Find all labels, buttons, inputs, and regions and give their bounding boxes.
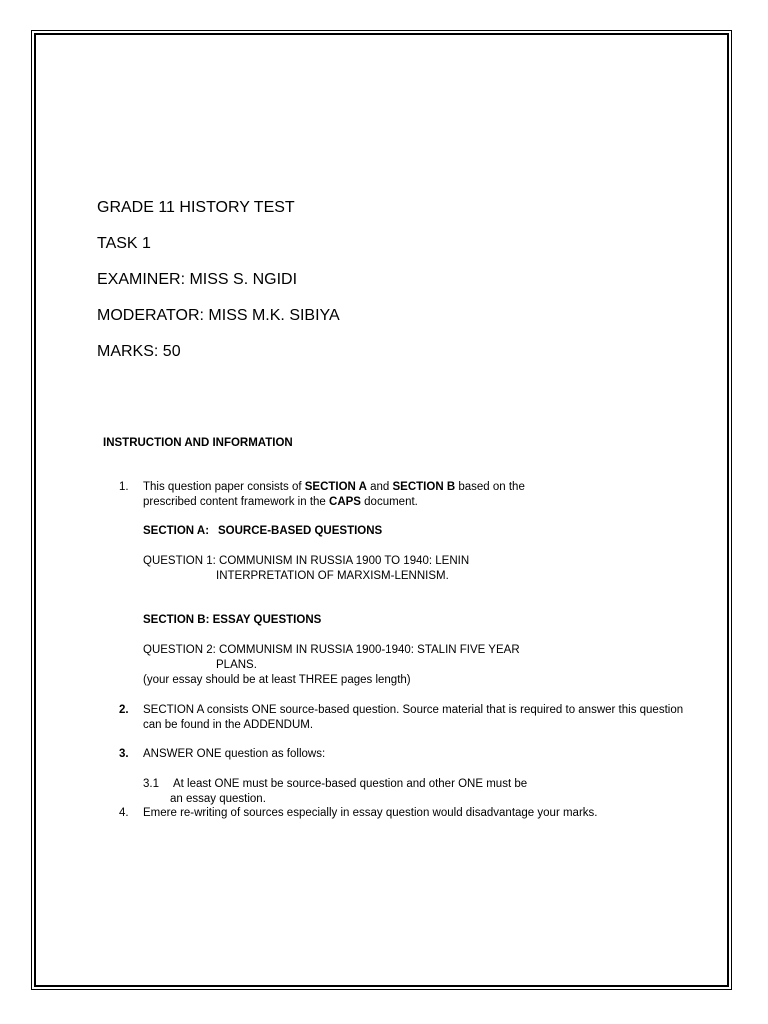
item-1-text-a: This question paper consists of xyxy=(143,481,305,493)
item-1-text-line2-c: document. xyxy=(360,496,418,508)
item-3-1-line-2: an essay question. xyxy=(170,793,266,805)
item-1-line-2 xyxy=(143,495,418,510)
page-border-inner xyxy=(35,34,728,986)
section-a-title: SOURCE-BASED QUESTIONS xyxy=(218,525,383,537)
item-1-number: 1. xyxy=(119,481,129,493)
item-3-1-number: 3.1 xyxy=(143,778,159,790)
item-1-line-1 xyxy=(143,480,525,495)
item-3-text: ANSWER ONE question as follows: xyxy=(143,748,326,760)
item-1-text-line2-a: prescribed content framework in the xyxy=(143,496,330,508)
section-b-label: SECTION B: ESSAY QUESTIONS xyxy=(143,614,322,626)
item-3-number: 3. xyxy=(119,748,129,760)
item-1-section-b: SECTION B xyxy=(392,481,456,493)
marks-label: MARKS: 50 xyxy=(97,343,181,360)
section-a-label: SECTION A: xyxy=(143,525,210,537)
examiner-label: EXAMINER: MISS S. NGIDI xyxy=(97,271,298,288)
item-4-number: 4. xyxy=(119,807,129,819)
item-1-text-c: and xyxy=(366,481,393,493)
question-1-line-2: INTERPRETATION OF MARXISM-LENNISM. xyxy=(216,570,449,582)
task-label: TASK 1 xyxy=(97,235,151,252)
item-2-line-2: can be found in the ADDENDUM. xyxy=(143,719,314,731)
question-1-line-1: QUESTION 1: COMMUNISM IN RUSSIA 1900 TO 1940: LENIN xyxy=(143,555,470,567)
moderator-label: MODERATOR: MISS M.K. SIBIYA xyxy=(97,307,340,324)
question-2-line-2: PLANS. xyxy=(216,659,257,671)
test-title: GRADE 11 HISTORY TEST xyxy=(97,199,295,216)
item-2-number: 2. xyxy=(119,704,129,716)
item-4-text: Emere re-writing of sources especially in essay question would disadvantage your marks. xyxy=(143,807,598,819)
item-1-caps: CAPS xyxy=(329,496,361,508)
item-3-1-line-1: At least ONE must be source-based question and other ONE must be xyxy=(173,778,528,790)
question-2-note: (your essay should be at least THREE pages length) xyxy=(143,674,411,686)
item-2-line-1: SECTION A consists ONE source-based question. Source material that is required to answer this question xyxy=(143,704,684,716)
item-1-section-a: SECTION A xyxy=(304,481,367,493)
instructions-heading: INSTRUCTION AND INFORMATION xyxy=(103,437,293,449)
question-2-line-1: QUESTION 2: COMMUNISM IN RUSSIA 1900-1940: STALIN FIVE YEAR xyxy=(143,644,520,656)
item-1-text-e: based on the xyxy=(455,481,525,493)
